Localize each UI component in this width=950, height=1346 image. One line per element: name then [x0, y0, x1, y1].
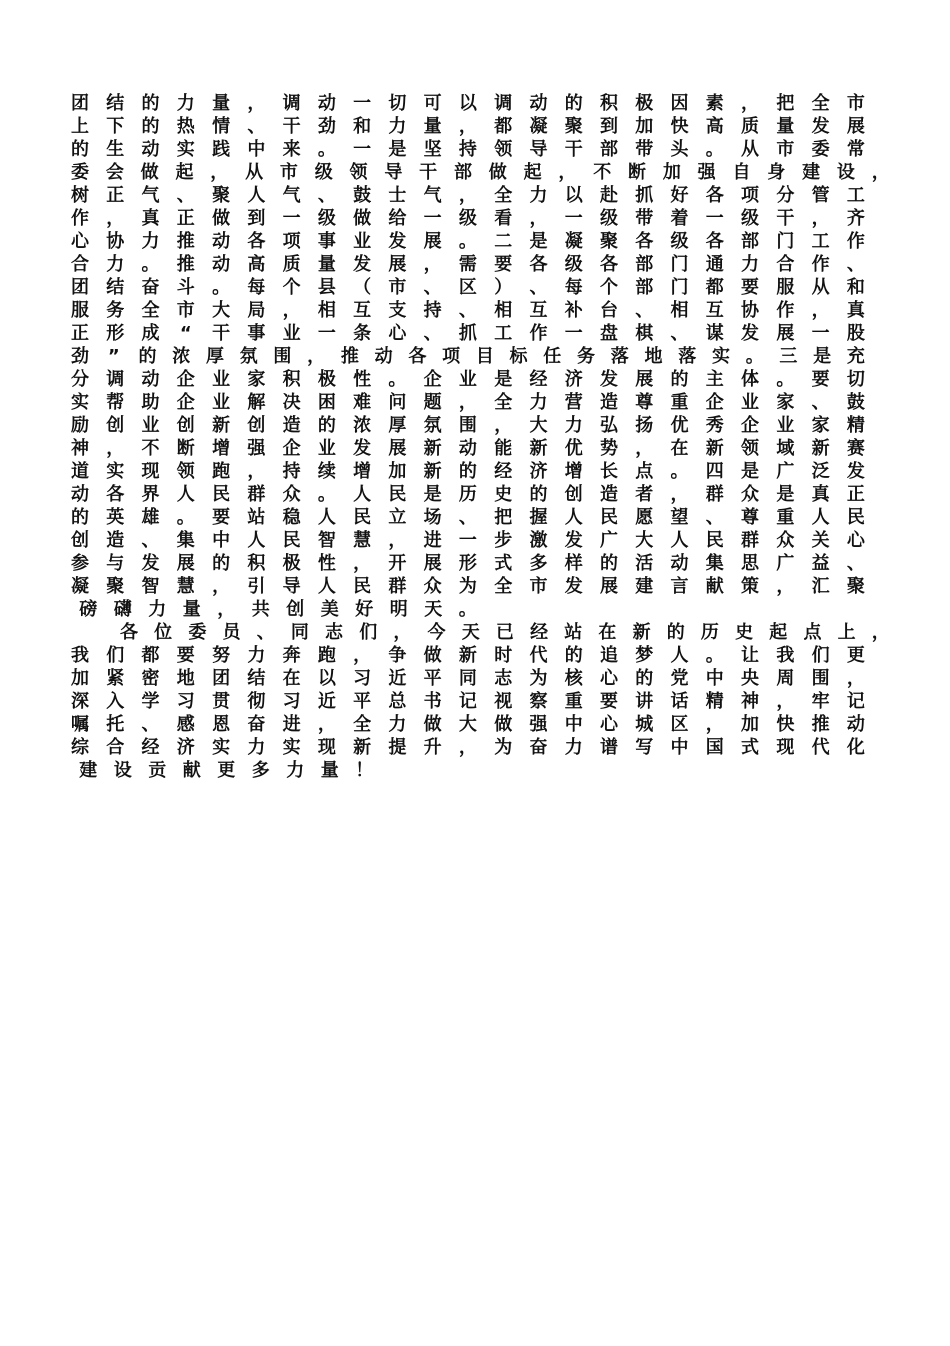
text-line: 凝 聚 智 慧 ， 引 导 人 民 群 众 为 全 市 发 展 建 言 献 策 ， 汇 聚 — [71, 576, 865, 597]
document-body — [71, 92, 890, 782]
text-line: 服 务 全 市 大 局 ， 相 互 支 持 、 相 互 补 台 、 相 互 协 作 ， 真 — [71, 300, 865, 321]
text-line: 神 ， 不 断 增 强 企 业 发 展 新 动 能 新 优 势 ， 在 新 领 域 新 赛 — [71, 438, 865, 459]
text-line: 嘱 托 、 感 恩 奋 进 ， 全 力 做 大 做 强 中 心 城 区 ， 加 快 推 动 — [71, 714, 865, 735]
text-line: 道 实 现 领 跑 ， 持 续 增 加 新 的 经 济 增 长 点 。 四 是 广 泛 发 — [71, 461, 865, 482]
paragraph-2 — [71, 621, 890, 782]
text-line: 励 创 业 创 新 创 造 的 浓 厚 氛 围 ， 大 力 弘 扬 优 秀 企 业 家 精 — [71, 415, 865, 436]
text-line: 参 与 发 展 的 积 极 性 ， 开 展 形 式 多 样 的 活 动 集 思 广 益 、 — [71, 553, 865, 574]
text-line: 创 造 、 集 中 人 民 智 慧 ， 进 一 步 激 发 广 大 人 民 群 众 关 心 — [71, 530, 865, 551]
text-line: 劲 ” 的 浓 厚 氛 围 ， 推 动 各 项 目 标 任 务 落 地 落 实 。 三 是 充 — [71, 346, 865, 367]
text-line: 正 形 成 “ 干 事 业 一 条 心 、 抓 工 作 一 盘 棋 、 谋 发 展 一 股 — [71, 323, 865, 344]
text-line: 的 生 动 实 践 中 来 。 一 是 坚 持 领 导 干 部 带 头 。 从 市 委 常 — [71, 139, 865, 160]
paragraph-1 — [71, 92, 890, 621]
text-line: 分 调 动 企 业 家 积 极 性 。 企 业 是 经 济 发 展 的 主 体 。 要 切 — [71, 369, 865, 390]
text-line: 合 力 。 推 动 高 质 量 发 展 ， 需 要 各 级 各 部 门 通 力 合 作 、 — [71, 254, 865, 275]
text-line: 各 位 委 员 、 同 志 们 ， 今 天 已 经 站 在 新 的 历 史 起 点 上 ， — [120, 622, 890, 643]
text-line: 加 紧 密 地 团 结 在 以 习 近 平 同 志 为 核 心 的 党 中 央 周 围 ， — [71, 668, 865, 689]
text-line: 树 正 气 、 聚 人 气 、 鼓 士 气 ， 全 力 以 赴 抓 好 各 项 分 管 工 — [71, 185, 865, 206]
text-line: 上 下 的 热 情 、 干 劲 和 力 量 ， 都 凝 聚 到 加 快 高 质 量 发 展 — [71, 116, 865, 137]
text-line: 动 各 界 人 民 群 众 。 人 民 是 历 史 的 创 造 者 ， 群 众 是 真 正 — [71, 484, 865, 505]
text-line: 的 英 雄 。 要 站 稳 人 民 立 场 、 把 握 人 民 愿 望 、 尊 重 人 民 — [71, 507, 865, 528]
text-line: 心 协 力 推 动 各 项 事 业 发 展 。 二 是 凝 聚 各 级 各 部 门 工 作 — [71, 231, 865, 252]
text-line: 综 合 经 济 实 力 实 现 新 提 升 ， 为 奋 力 谱 写 中 国 式 现 代 化 — [71, 737, 865, 758]
text-line: 委 会 做 起 ， 从 市 级 领 导 干 部 做 起 ， 不 断 加 强 自 身 建 设 ， — [71, 162, 890, 183]
text-line: 作 ， 真 正 做 到 一 级 做 给 一 级 看 ， 一 级 带 着 一 级 干 ， 齐 — [71, 208, 865, 229]
text-line: 实 帮 助 企 业 解 决 困 难 问 题 ， 全 力 营 造 尊 重 企 业 家 、 鼓 — [71, 392, 865, 413]
text-line: 磅 礴 力 量 ， 共 创 美 好 明 天 。 — [79, 599, 477, 620]
text-line: 建 设 贡 献 更 多 力 量 ！ — [79, 760, 374, 781]
text-line: 深 入 学 习 贯 彻 习 近 平 总 书 记 视 察 重 要 讲 话 精 神 ， 牢 记 — [71, 691, 865, 712]
text-line: 我 们 都 要 努 力 奔 跑 ， 争 做 新 时 代 的 追 梦 人 。 让 我 们 更 — [71, 645, 865, 666]
text-line: 团 结 奋 斗 。 每 个 县 （ 市 、 区 ） 、 每 个 部 门 都 要 服 从 和 — [71, 277, 865, 298]
text-line: 团 结 的 力 量 ， 调 动 一 切 可 以 调 动 的 积 极 因 素 ， 把 全 市 — [71, 93, 865, 114]
